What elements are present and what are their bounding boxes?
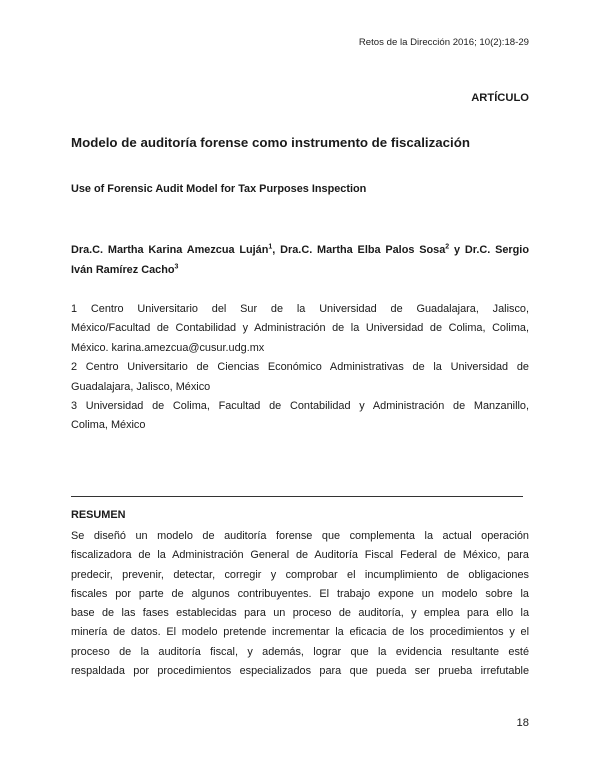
page-number: 18 (516, 717, 529, 729)
abstract-line: respaldada por procedimientos especializados para que pueda ser prueba irrefutable (71, 665, 529, 678)
author-affiliation-marker: 2 (445, 243, 450, 251)
author-affiliation-marker: 3 (174, 263, 179, 271)
abstract-line: minería de datos. El modelo pretende incrementar la eficacia de los procedimientos y el (71, 626, 529, 639)
article-subtitle: Use of Forensic Audit Model for Tax Purposes Inspection (71, 183, 367, 195)
affiliation-line: 2 Centro Universitario de Ciencias Económico Administrativas de la Universidad de (71, 361, 529, 374)
author-affiliation-marker: 1 (268, 243, 273, 251)
abstract-line: fiscales por parte de algunos contribuyentes. El trabajo expone un modelo sobre la (71, 587, 529, 600)
affiliation-line: México. karina.amezcua@cusur.udg.mx (71, 341, 265, 354)
abstract-line: Se diseñó un modelo de auditoría forense que complementa la actual operación (71, 530, 529, 542)
affiliations (71, 300, 529, 436)
article-title: Modelo de auditoría forense como instrumento de fiscalización (71, 135, 470, 150)
affiliation-line: México/Facultad de Contabilidad y Administración de la Universidad de Colima, Colima, (71, 322, 529, 335)
abstract-line: fiscalizadora de la Administración General de Auditoría Fiscal Federal de México, para (71, 549, 529, 562)
abstract-line: predecir, prevenir, detectar, corregir y comprobar el incumplimiento de obligaciones (71, 568, 529, 581)
author-name: Dra.C. Martha Karina Amezcua Luján (71, 244, 269, 256)
author-name: Dra.C. Martha Elba Palos Sosa (280, 244, 446, 256)
abstract-line: proceso de la auditoría fiscal, y además, lograr que la evidencia resultante esté (71, 645, 529, 658)
author-separator: y (449, 244, 465, 256)
abstract-body (71, 527, 529, 681)
affiliation-line: 1 Centro Universitario del Sur de la Universidad de Guadalajara, Jalisco, (71, 303, 529, 315)
resumen-heading: RESUMEN (71, 509, 126, 521)
author-separator: , (272, 244, 281, 256)
author-list (71, 240, 529, 280)
affiliation-line: Guadalajara, Jalisco, México (71, 380, 211, 393)
section-label: ARTÍCULO (471, 92, 529, 104)
journal-citation: Retos de la Dirección 2016; 10(2):18-29 (358, 37, 529, 48)
affiliation-line: 3 Universidad de Colima, Facultad de Contabilidad y Administración de Manzanillo, (71, 400, 529, 413)
affiliation-line: Colima, México (71, 419, 146, 432)
section-divider (71, 496, 523, 497)
abstract-line: base de las fases establecidas para un proceso de auditoría, y emplea para ello la (71, 607, 529, 620)
author-name: Dr.C. Sergio Iván Ramírez Cacho (71, 244, 529, 276)
